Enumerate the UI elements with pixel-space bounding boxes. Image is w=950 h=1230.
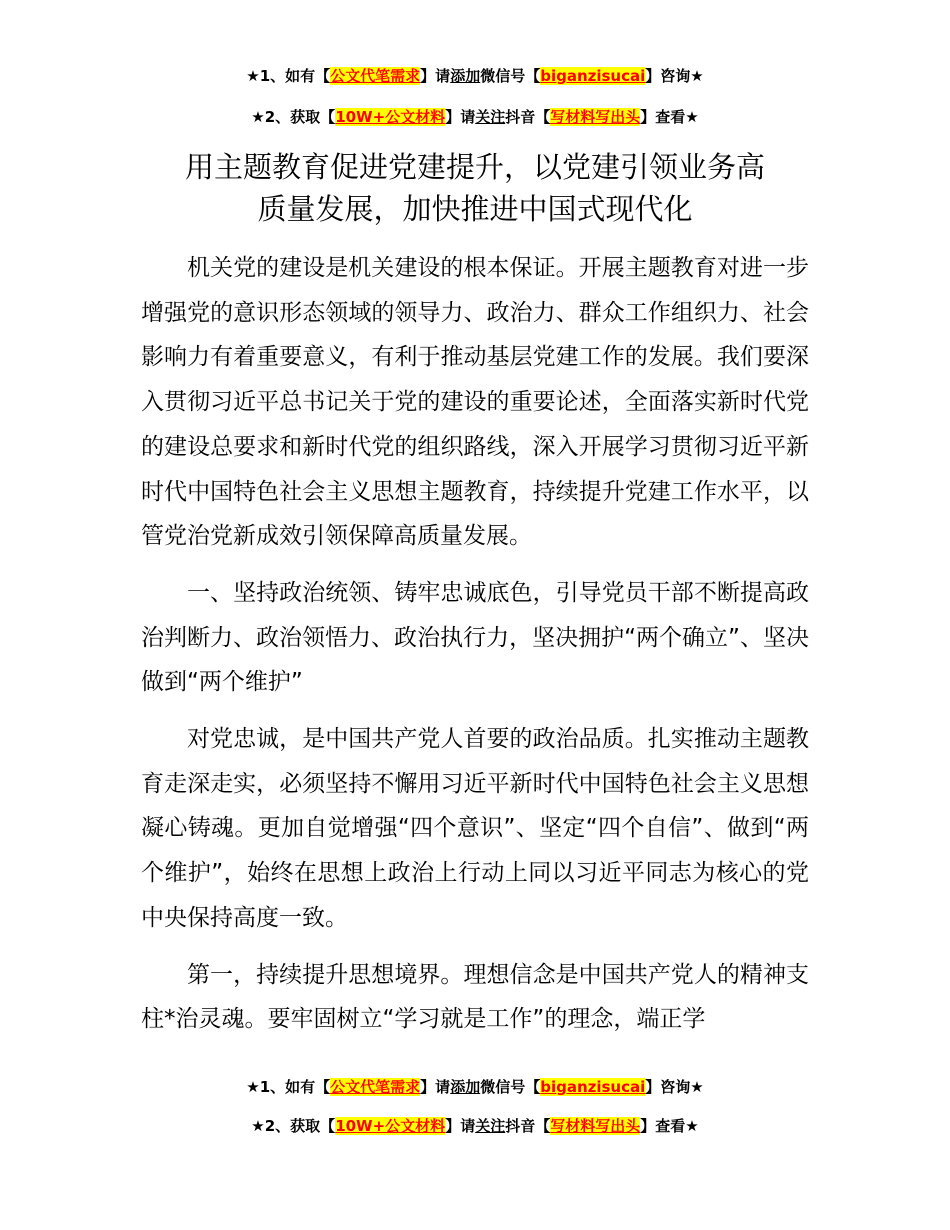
banner-1-highlight-service: 公文代笔需求 bbox=[330, 67, 421, 85]
document-body bbox=[141, 246, 809, 1054]
footer-1-emphasis: 添加 bbox=[450, 1078, 481, 1096]
footer-1-mid: 】请 bbox=[420, 1078, 451, 1096]
title-line-1: 用主题教育促进党建提升，以党建引领业务高 bbox=[184, 150, 765, 184]
banner-1-mid2: 微信号【 bbox=[480, 67, 541, 85]
footer-1-mid2: 微信号【 bbox=[480, 1078, 541, 1096]
banner-1-highlight-wechat: biganzisucai bbox=[540, 67, 646, 85]
banner-2-mid: 】请 bbox=[445, 108, 476, 126]
footer-1-suffix: 】咨询★ bbox=[645, 1078, 704, 1096]
footer-banner-line-2 bbox=[0, 1114, 950, 1138]
footer-1-highlight-wechat: biganzisucai bbox=[540, 1078, 646, 1096]
footer-2-highlight-materials: 10W+公文材料 bbox=[335, 1117, 446, 1135]
banner-line-2 bbox=[0, 105, 950, 129]
banner-1-prefix: ★1、如有【 bbox=[246, 67, 331, 85]
paragraph-section-heading: 一、坚持政治统领、铸牢忠诚底色，引导党员干部不断提高政治判断力、政治领悟力、政治执行力，坚决拥护“两个确立”、坚决做到“两个维护” bbox=[141, 579, 809, 696]
banner-line-1 bbox=[0, 64, 950, 88]
footer-2-emphasis: 关注 bbox=[475, 1117, 506, 1135]
footer-2-mid2: 抖音【 bbox=[505, 1117, 551, 1135]
footer-1-highlight-service: 公文代笔需求 bbox=[330, 1078, 421, 1096]
banner-1-emphasis: 添加 bbox=[450, 67, 481, 85]
banner-2-prefix: ★2、获取【 bbox=[251, 108, 336, 126]
banner-2-suffix: 】查看★ bbox=[640, 108, 699, 126]
paragraph-loyalty: 对党忠诚，是中国共产党人首要的政治品质。扎实推动主题教育走深走实，必须坚持不懈用习近平新时代中国特色社会主义思想凝心铸魂。更加自觉增强“四个意识”、坚定“四个自信”、做到“两个维护”，始终在思想上政治上行动上同以习近平同志为核心的党中央保持高度一致。 bbox=[141, 726, 809, 931]
footer-2-suffix: 】查看★ bbox=[640, 1117, 699, 1135]
banner-2-highlight-douyin: 写材料写出头 bbox=[550, 108, 641, 126]
banner-2-emphasis: 关注 bbox=[475, 108, 506, 126]
banner-2-mid2: 抖音【 bbox=[505, 108, 551, 126]
banner-2-highlight-materials: 10W+公文材料 bbox=[335, 108, 446, 126]
footer-2-prefix: ★2、获取【 bbox=[251, 1117, 336, 1135]
document-title bbox=[120, 146, 830, 230]
paragraph-intro: 机关党的建设是机关建设的根本保证。开展主题教育对进一步增强党的意识形态领域的领导力、政治力、群众工作组织力、社会影响力有着重要意义，有利于推动基层党建工作的发展。我们要深入贯彻习近平总书记关于党的建设的重要论述，全面落实新时代党的建设总要求和新时代党的组织路线，深入开展学习贯彻习近平新时代中国特色社会主义思想主题教育，持续提升党建工作水平，以管党治党新成效引领保障高质量发展。 bbox=[141, 255, 809, 550]
footer-banner-line-1 bbox=[0, 1075, 950, 1099]
footer-2-highlight-douyin: 写材料写出头 bbox=[550, 1117, 641, 1135]
title-line-2: 质量发展，加快推进中国式现代化 bbox=[257, 192, 693, 226]
footer-2-mid: 】请 bbox=[445, 1117, 476, 1135]
paragraph-first-point: 第一，持续提升思想境界。理想信念是中国共产党人的精神支柱*治灵魂。要牢固树立“学习就是工作”的理念，端正学 bbox=[141, 961, 809, 1033]
banner-1-suffix: 】咨询★ bbox=[645, 67, 704, 85]
banner-1-mid: 】请 bbox=[420, 67, 451, 85]
footer-1-prefix: ★1、如有【 bbox=[246, 1078, 331, 1096]
